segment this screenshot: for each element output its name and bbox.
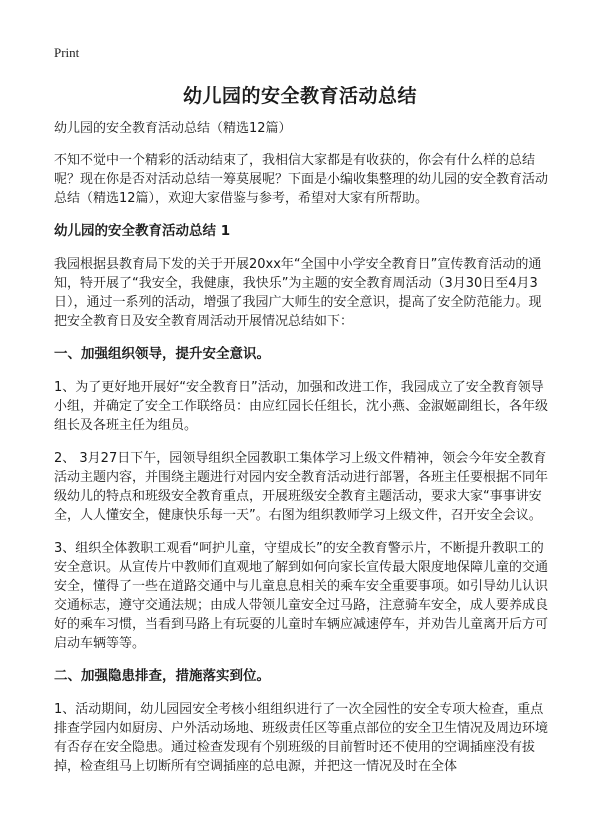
section-heading: 幼儿园的安全教育活动总结 1	[54, 223, 231, 239]
print-label[interactable]: Print	[54, 45, 80, 60]
article-subtitle: 幼儿园的安全教育活动总结（精选12篇）	[54, 121, 292, 136]
section-paragraph: 我园根据县教育局下发的关于开展20xx年“全国中小学安全教育日”宣传教育活动的通知，特开展了“我安全，我健康，我快乐”为主题的安全教育周活动（3月30日至4月3日），通过一系列的活动，增强了我园广大师生的安全意识，提高了安全防范能力。现把安全教育日及安全教育周活动开展情况总结如下：	[54, 257, 542, 329]
subsection-heading-1: 一、加强组织领导，提升安全意识。	[54, 346, 270, 362]
article-body	[54, 119, 552, 790]
list-item: 3、组织全体教职工观看“呵护儿童，守望成长”的安全教育警示片，不断提升教职工的安全意识。从宣传片中教师们直观地了解到如何向家长宣传最大限度地保障儿童的交通安全，懂得了一些在道路交通中与儿童息息相关的乘车安全重要事项。如引导幼儿认识交通标志，遵守交通法规；由成人带领儿童安全过马路，注意骑车安全，成人要养成良好的乘车习惯，当看到马路上有玩耍的儿童时车辆应减速停车，并劝告儿童离开后方可启动车辆等等。	[54, 541, 549, 651]
list-item: 2、 3月27日下午，园领导组织全园教职工集体学习上级文件精神，领会今年安全教育活动主题内容，并围绕主题进行对园内安全教育活动进行部署，各班主任要根据不同年级幼儿的特点和班级安全教育重点，开展班级安全教育主题活动，要求大家“事事讲安全，人人懂安全，健康快乐每一天”。右图为组织教师学习上级文件，召开安全会议。	[54, 451, 549, 523]
list-item: 1、活动期间，幼儿园园安全考核小组组织进行了一次全园性的安全专项大检查，重点排查学园内如厨房、户外活动场地、班级责任区等重点部位的安全卫生情况及周边环境有否存在安全隐患。通过检查发现有个别班级的目前暂时还不使用的空调插座没有拔掉，检查组马上切断所有空调插座的总电源，并把这一情况及时在全体	[54, 702, 549, 774]
list-item: 1、为了更好地开展好“安全教育日”活动，加强和改进工作，我园成立了安全教育领导小组，并确定了安全工作联络员：由应红园长任组长，沈小燕、金淑姬副组长，各年级组长及各班主任为组员。	[54, 380, 549, 433]
intro-paragraph: 不知不觉中一个精彩的活动结束了，我相信大家都是有收获的，你会有什么样的总结呢？现在你是否对活动总结一筹莫展呢？下面是小编收集整理的幼儿园的安全教育活动总结（精选12篇），欢迎大家借鉴与参考，希望对大家有所帮助。	[54, 153, 549, 206]
document-title: 幼儿园的安全教育活动总结	[182, 85, 417, 107]
subsection-heading-2: 二、加强隐患排查，措施落实到位。	[54, 668, 270, 684]
